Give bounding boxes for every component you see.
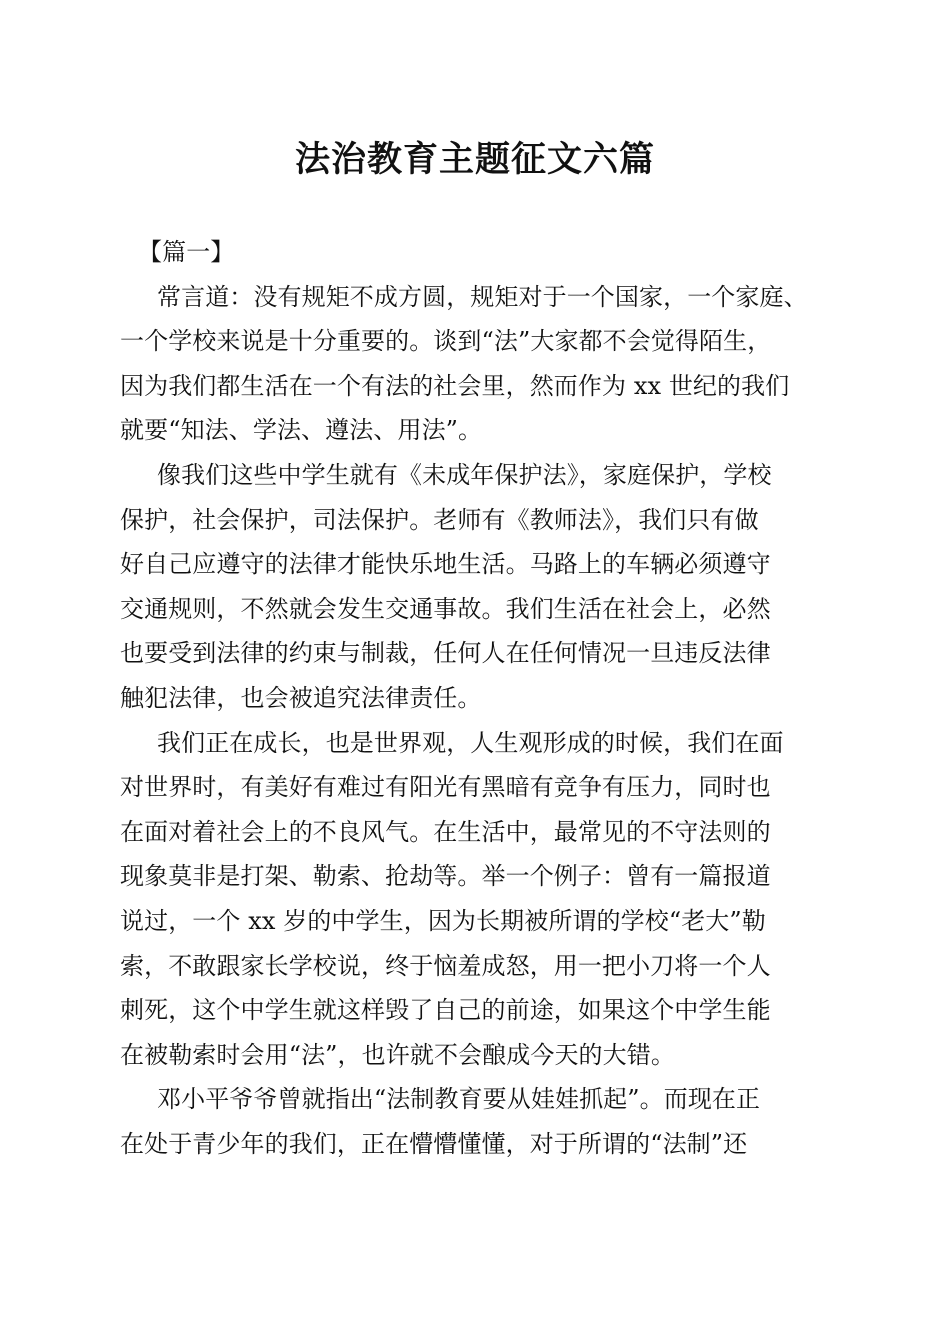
text-line: 常言道：没有规矩不成方圆，规矩对于一个国家，一个家庭、 — [157, 282, 808, 311]
text-line: 索，不敢跟家长学校说，终于恼羞成怒，用一把小刀将一个人 — [120, 951, 771, 980]
text-line: 一个学校来说是十分重要的。谈到“法”大家都不会觉得陌生， — [120, 327, 772, 356]
text-line: 刺死，这个中学生就这样毁了自己的前途，如果这个中学生能 — [120, 996, 771, 1025]
paragraph-2 — [120, 453, 840, 721]
section-heading: 【篇一】 — [138, 238, 235, 266]
text-line: 邓小平爷爷曾就指出“法制教育要从娃娃抓起”。而现在正 — [157, 1085, 761, 1114]
text-line: 我们正在成长，也是世界观，人生观形成的时候，我们在面 — [157, 728, 784, 757]
text-line: 交通规则，不然就会发生交通事故。我们生活在社会上，必然 — [120, 594, 771, 623]
paragraph-3 — [120, 721, 840, 1078]
text-line: 现象莫非是打架、勒索、抢劫等。举一个例子：曾有一篇报道 — [120, 862, 771, 891]
text-line: 对世界时，有美好有难过有阳光有黑暗有竞争有压力，同时也 — [120, 773, 771, 802]
text-line: 像我们这些中学生就有《未成年保护法》，家庭保护，学校 — [157, 460, 772, 489]
text-line: 因为我们都生活在一个有法的社会里，然而作为 xx 世纪的我们 — [120, 371, 790, 400]
text-line: 触犯法律，也会被追究法律责任。 — [120, 683, 482, 712]
text-line: 也要受到法律的约束与制裁，任何人在任何情况一旦违反法律 — [120, 639, 771, 668]
paragraph-1 — [120, 275, 840, 453]
document-title: 法治教育主题征文六篇 — [294, 139, 655, 180]
document-body — [120, 230, 840, 1166]
paragraph-4 — [120, 1077, 840, 1166]
text-line: 在被勒索时会用“法”，也许就不会酿成今天的大错。 — [120, 1040, 675, 1069]
text-line: 保护，社会保护，司法保护。老师有《教师法》，我们只有做 — [120, 505, 759, 534]
text-line: 说过，一个 xx 岁的中学生，因为长期被所谓的学校“老大”勒 — [120, 906, 766, 935]
text-line: 好自己应遵守的法律才能快乐地生活。马路上的车辆必须遵守 — [120, 550, 771, 579]
text-line: 在处于青少年的我们，正在懵懵懂懂，对于所谓的“法制”还 — [120, 1129, 748, 1158]
text-line: 就要“知法、学法、遵法、用法”。 — [120, 416, 483, 445]
text-line: 在面对着社会上的不良风气。在生活中，最常见的不守法则的 — [120, 817, 771, 846]
